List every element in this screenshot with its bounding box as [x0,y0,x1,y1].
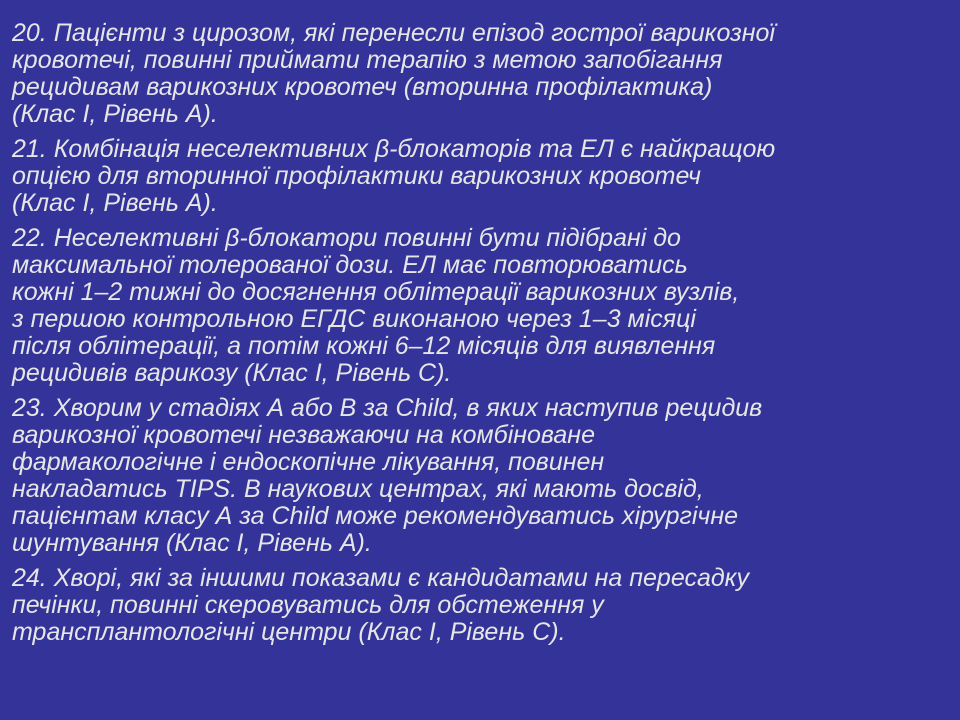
text-line: опцією для вторинної профілактики варикозних кровотеч [12,162,701,190]
text-line: (Клас І, Рівень А). [12,189,218,217]
text-line: кровотечі, повинні приймати терапію з метою запобігання [12,46,723,74]
recommendation-22 [12,225,948,387]
text-line: рецидивам варикозних кровотеч (вторинна профілактика) [12,73,713,101]
text-line: фармакологічне і ендоскопічне лікування, повинен [12,448,605,476]
text-line: рецидивів варикозу (Клас І, Рівень С). [12,359,452,387]
text-line: трансплантологічні центри (Клас І, Рівень С). [12,618,566,646]
recommendation-21 [12,136,948,217]
text-line: 21. Комбінація неселективних β-блокаторів та ЕЛ є найкращою [12,135,776,163]
text-line: 23. Хворим у стадіях А або В за Child, в яких наступив рецидив [12,394,763,422]
text-line: (Клас І, Рівень А). [12,100,218,128]
text-line: 24. Хворі, які за іншими показами є кандидатами на пересадку [12,564,749,592]
text-line: з першою контрольною ЕГДС виконаною через 1–3 місяці [12,305,696,333]
text-line: 22. Неселективні β-блокатори повинні бути підібрані до [12,224,681,252]
text-line: накладатись TIPS. В наукових центрах, які мають досвід, [12,475,704,503]
text-line: кожні 1–2 тижні до досягнення облітерації варикозних вузлів, [12,278,740,306]
text-line: пацієнтам класу А за Child може рекомендуватись хірургічне [12,502,739,530]
recommendation-20 [12,20,948,128]
text-line: після облітерації, а потім кожні 6–12 місяців для виявлення [12,332,716,360]
recommendation-23 [12,395,948,557]
recommendation-24 [12,565,948,646]
text-line: варикозної кровотечі незважаючи на комбіноване [12,421,595,449]
text-line: максимальної толерованої дози. ЕЛ має повторюватись [12,251,688,279]
text-line: 20. Пацієнти з цирозом, які перенесли епізод гострої варикозної [12,19,775,47]
text-line: шунтування (Клас І, Рівень А). [12,529,372,557]
text-line: печінки, повинні скеровуватись для обстеження у [12,591,604,619]
